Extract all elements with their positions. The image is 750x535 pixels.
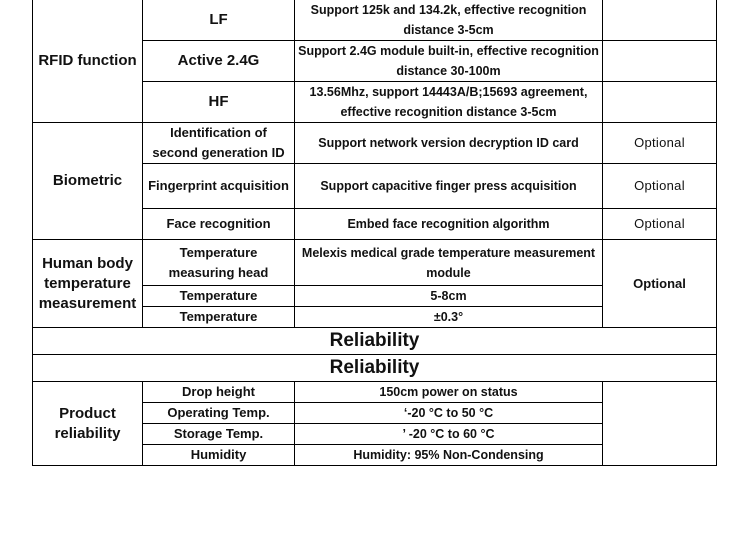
biometric-desc: Embed face recognition algorithm (295, 209, 603, 240)
temperature-desc: ±0.3° (295, 307, 603, 328)
product-name: Operating Temp. (143, 403, 295, 424)
rfid-name: HF (143, 82, 295, 123)
rfid-name: Active 2.4G (143, 41, 295, 82)
rfid-option (603, 41, 717, 82)
table-row (33, 328, 717, 355)
table-row (33, 382, 717, 403)
biometric-name: Face recognition (143, 209, 295, 240)
rfid-category: RFID function (33, 0, 143, 123)
temperature-desc: 5-8cm (295, 286, 603, 307)
temperature-name: Temperature (143, 286, 295, 307)
product-name: Drop height (143, 382, 295, 403)
product-option (603, 382, 717, 466)
rfid-option (603, 0, 717, 41)
biometric-desc: Support network version decryption ID card (295, 123, 603, 164)
product-desc: 150cm power on status (295, 382, 603, 403)
section-header: Reliability (33, 328, 717, 355)
product-name: Storage Temp. (143, 424, 295, 445)
temperature-desc: Melexis medical grade temperature measurement module (295, 240, 603, 286)
spec-table (32, 0, 717, 466)
rfid-desc: 13.56Mhz, support 14443A/B;15693 agreement, effective recognition distance 3-5cm (295, 82, 603, 123)
biometric-category: Biometric (33, 123, 143, 240)
rfid-name: LF (143, 0, 295, 41)
rfid-desc: Support 2.4G module built-in, effective recognition distance 30-100m (295, 41, 603, 82)
temperature-option: Optional (603, 240, 717, 328)
biometric-option: Optional (603, 209, 717, 240)
rfid-option (603, 82, 717, 123)
table-row (33, 240, 717, 286)
section-header: Reliability (33, 355, 717, 382)
temperature-name: Temperature measuring head (143, 240, 295, 286)
biometric-desc: Support capacitive finger press acquisition (295, 164, 603, 209)
table-row (33, 0, 717, 41)
temperature-name: Temperature (143, 307, 295, 328)
product-name: Humidity (143, 445, 295, 466)
product-desc: ‘-20 °C to 50 °C (295, 403, 603, 424)
product-desc: Humidity: 95% Non-Condensing (295, 445, 603, 466)
temperature-category: Human body temperature measurement (33, 240, 143, 328)
table-row (33, 123, 717, 164)
biometric-option: Optional (603, 164, 717, 209)
biometric-name: Fingerprint acquisition (143, 164, 295, 209)
table-row (33, 355, 717, 382)
biometric-name: Identification of second generation ID (143, 123, 295, 164)
product-desc: ’ -20 °C to 60 °C (295, 424, 603, 445)
product-category: Product reliability (33, 382, 143, 466)
rfid-desc: Support 125k and 134.2k, effective recognition distance 3-5cm (295, 0, 603, 41)
biometric-option: Optional (603, 123, 717, 164)
